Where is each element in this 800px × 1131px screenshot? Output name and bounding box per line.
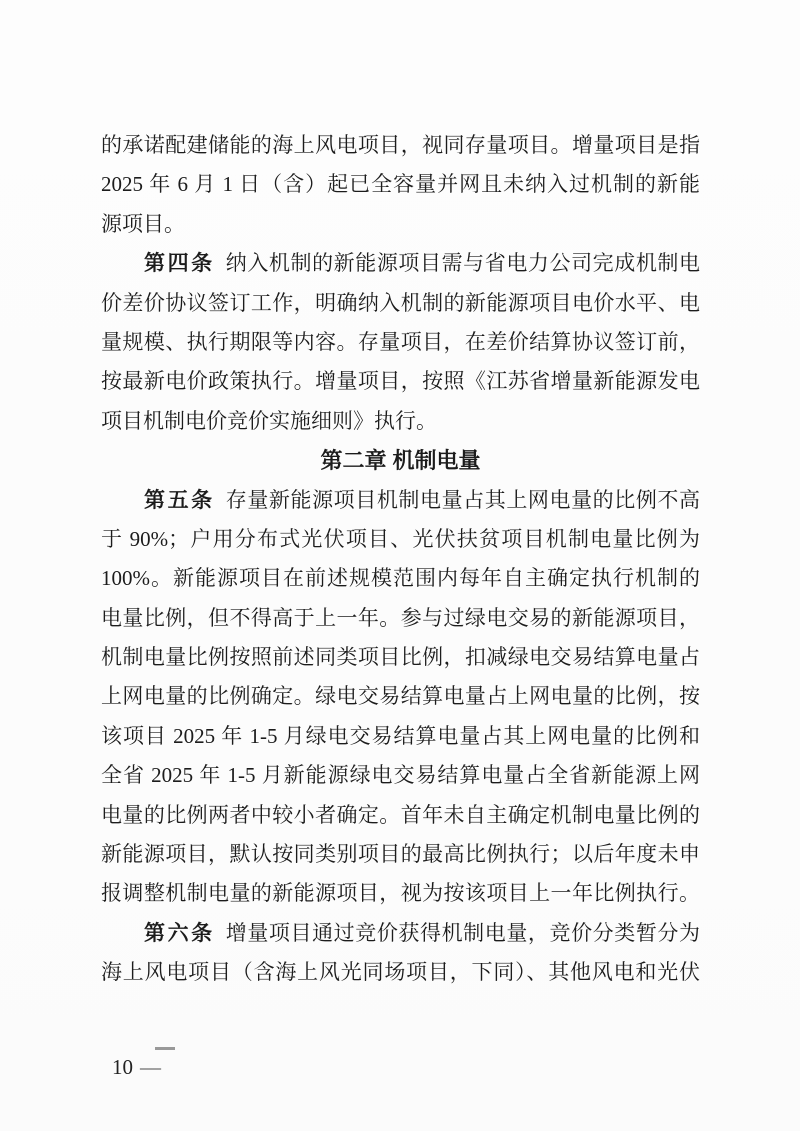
footer-dash: — bbox=[140, 1055, 161, 1079]
text-line: 上网电量的比例确定。绿电交易结算电量占上网电量的比例，按 bbox=[101, 684, 700, 709]
clause-line bbox=[101, 914, 700, 953]
text-line: 机制电量比例按照前述同类项目比例，扣减绿电交易结算电量占 bbox=[101, 645, 700, 670]
text-line: 该项目 2025 年 1-5 月绿电交易结算电量占其上网电量的比例和 bbox=[101, 723, 700, 748]
text-line: 100%。新能源项目在前述规模范围内每年自主确定执行机制的 bbox=[101, 566, 700, 591]
text-line: 量规模、执行期限等内容。存量项目，在差价结算协议签订前， bbox=[101, 329, 700, 354]
text-line: 源项目。 bbox=[101, 211, 185, 236]
clause-text: 纳入机制的新能源项目需与省电力公司完成机制电 bbox=[225, 251, 700, 276]
chapter-heading: 第二章 机制电量 bbox=[320, 448, 481, 474]
clause-line bbox=[101, 481, 700, 520]
text-line: 电量比例，但不得高于上一年。参与过绿电交易的新能源项目， bbox=[101, 605, 700, 630]
text-line: 2025 年 6 月 1 日（含）起已全容量并网且未纳入过机制的新能 bbox=[101, 172, 700, 197]
page-number-line bbox=[112, 1048, 161, 1086]
text-line: 按最新电价政策执行。增量项目，按照《江苏省增量新能源发电 bbox=[101, 369, 700, 394]
document-body bbox=[101, 126, 700, 993]
text-line: 项目机制电价竞价实施细则》执行。 bbox=[101, 408, 437, 433]
text-line: 价差价协议签订工作，明确纳入机制的新能源项目电价水平、电 bbox=[101, 290, 700, 315]
text-line: 全省 2025 年 1-5 月新能源绿电交易结算电量占全省新能源上网 bbox=[101, 763, 700, 788]
clause-number-label: 第五条 bbox=[144, 488, 215, 512]
clause-number-label: 第六条 bbox=[144, 921, 215, 945]
page-number: 10 bbox=[112, 1055, 133, 1079]
text-line: 电量的比例两者中较小者确定。首年未自主确定机制电量比例的 bbox=[101, 802, 700, 827]
text-line: 报调整机制电量的新能源项目，视为按该项目上一年比例执行。 bbox=[101, 881, 700, 906]
clause-number-label: 第四条 bbox=[144, 252, 215, 276]
text-line: 海上风电项目（含海上风光同场项目，下同）、其他风电和光伏 bbox=[101, 960, 700, 985]
clause-line bbox=[101, 244, 700, 283]
clause-text: 存量新能源项目机制电量占其上网电量的比例不高 bbox=[225, 487, 700, 512]
text-line: 的承诺配建储能的海上风电项目，视同存量项目。增量项目是指 bbox=[101, 133, 700, 157]
clause-text: 增量项目通过竞价获得机制电量，竞价分类暂分为 bbox=[225, 920, 700, 945]
text-line: 于 90%；户用分布式光伏项目、光伏扶贫项目机制电量比例为 bbox=[101, 526, 700, 551]
text-line: 新能源项目，默认按同类别项目的最高比例执行；以后年度未申 bbox=[101, 842, 700, 867]
